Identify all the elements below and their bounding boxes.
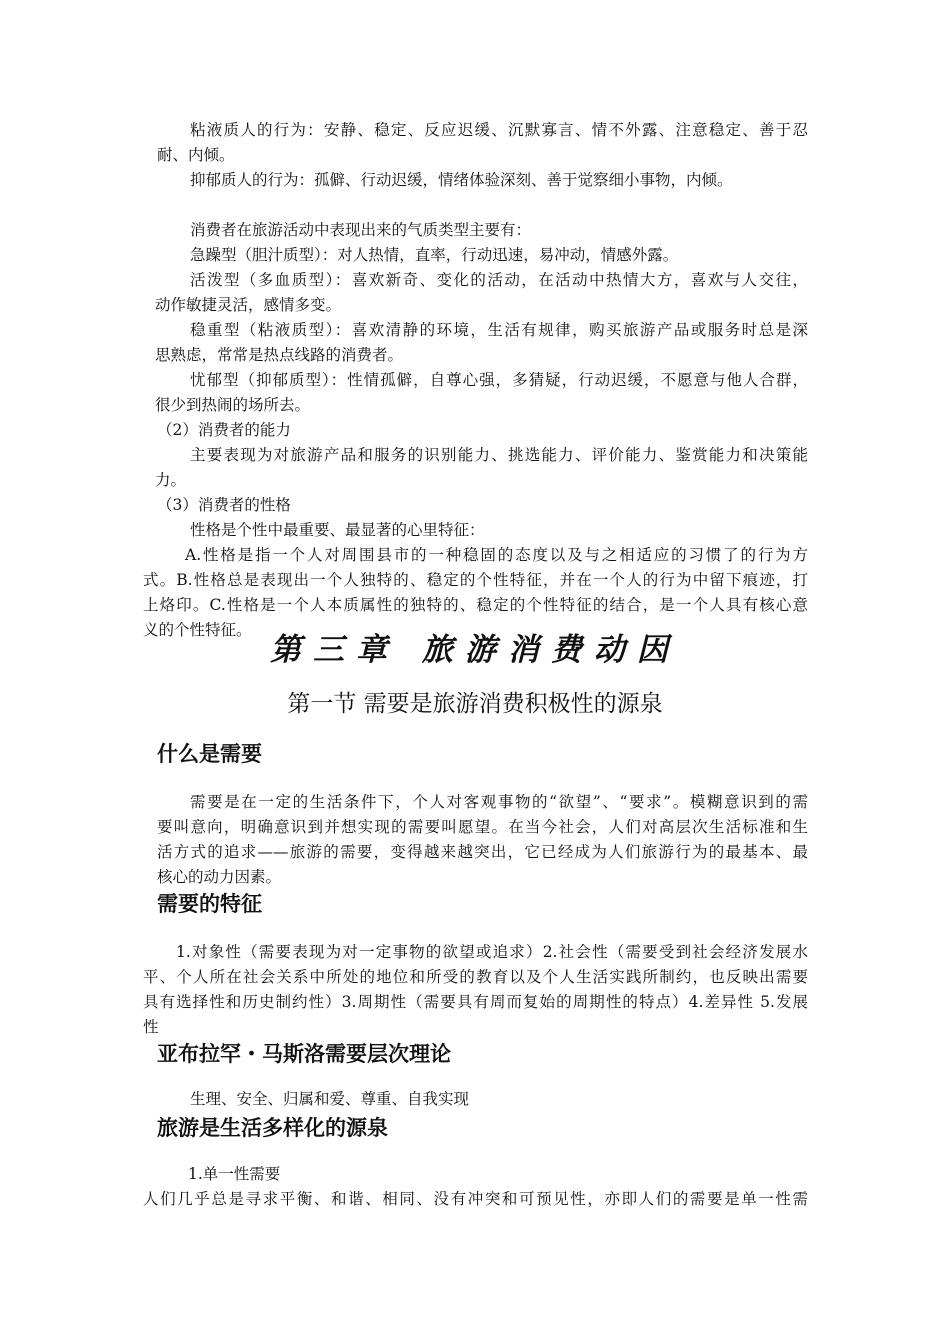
paragraph-features-line4: 性 (143, 1018, 159, 1036)
paragraph-ability-line2: 力。 (155, 471, 187, 489)
subheading-character: （3）消费者的性格 (157, 496, 291, 514)
paragraph-need-line1: 需要是在一定的生活条件下，个人对客观事物的“欲望”、“要求”。模糊意识到的需 (190, 793, 808, 811)
paragraph-ability-line1: 主要表现为对旅游产品和服务的识别能力、挑选能力、评价能力、鉴赏能力和决策能 (190, 446, 808, 464)
paragraph-features-line3: 具有选择性和历史制约性）3.周期性（需要具有周而复始的周期性的特点）4.差异性 5.发展 (143, 993, 808, 1011)
paragraph-phlegmatic-line1: 粘液质人的行为：安静、稳定、反应迟缓、沉默寡言、情不外露、注意稳定、善于忍 (190, 121, 808, 139)
heading-what-is-need: 什么是需要 (157, 741, 262, 766)
paragraph-single-need: 1.单一性需要 (188, 1165, 281, 1183)
paragraph-sanguine-type-line2: 动作敏捷灵活，感情多变。 (155, 296, 342, 314)
paragraph-features-line1: 1.对象性（需要表现为对一定事物的欲望或追求）2.社会性（需要受到社会经济发展水 (176, 943, 808, 961)
paragraph-melancholy-type-line2: 很少到热闹的场所去。 (155, 396, 311, 414)
subheading-ability: （2）消费者的能力 (157, 421, 291, 439)
paragraph-maslow-levels: 生理、安全、归属和爱、尊重、自我实现 (190, 1090, 470, 1108)
paragraph-need-line2: 要叫意向，明确意识到并想实现的需要叫愿望。在当今社会，人们对高层次生活标准和生 (157, 818, 808, 836)
section-title: 第一节 需要是旅游消费积极性的源泉 (287, 691, 663, 717)
paragraph-steady-type-line2: 思熟虑，常常是热点线路的消费者。 (155, 346, 404, 364)
paragraph-sanguine-type-line1: 活泼型（多血质型）：喜欢新奇、变化的活动，在活动中热情大方，喜欢与人交往， (190, 271, 808, 289)
paragraph-choleric-type: 急躁型（胆汁质型）：对人热情，直率，行动迅速，易冲动，情感外露。 (190, 246, 679, 264)
paragraph-steady-type-line1: 稳重型（粘液质型）：喜欢清静的环境，生活有规律，购买旅游产品或服务时总是深 (190, 321, 808, 339)
paragraph-character-line3: 上烙印。C.性格是一个人本质属性的独特的、稳定的个性特征的结合，是一个人具有核心意 (143, 596, 808, 614)
paragraph-features-line2: 平、个人所在社会关系中所处的地位和所受的教育以及个人生活实践所制约，也反映出需要 (143, 968, 808, 986)
paragraph-need-line3: 活方式的追求——旅游的需要，变得越来越突出，它已经成为人们旅游行为的最基本、最 (157, 843, 808, 861)
paragraph-melancholic: 抑郁质人的行为：孤僻、行动迟缓，情绪体验深刻、善于觉察细小事物，内倾。 (190, 171, 733, 189)
heading-diversity: 旅游是生活多样化的源泉 (157, 1115, 388, 1140)
paragraph-need-line4: 核心的动力因素。 (157, 868, 282, 886)
heading-maslow: 亚布拉罕・马斯洛需要层次理论 (157, 1041, 451, 1066)
chapter-title: 第三章 旅游消费动因 (270, 632, 680, 668)
paragraph-melancholy-type-line1: 忧郁型（抑郁质型）：性情孤僻，自尊心强，多猜疑，行动迟缓，不愿意与他人合群， (190, 371, 808, 389)
paragraph-character-line2: 式。B.性格总是表现出一个人独特的、稳定的个性特征，并在一个人的行为中留下痕迹，打 (143, 571, 808, 589)
paragraph-single-need-desc: 人们几乎总是寻求平衡、和谐、相同、没有冲突和可预见性，亦即人们的需要是单一性需 (143, 1190, 808, 1208)
paragraph-phlegmatic-line2: 耐、内倾。 (157, 146, 235, 164)
paragraph-character-line4: 义的个性特征。 (143, 621, 252, 639)
paragraph-character-intro: 性格是个性中最重要、最显著的心里特征： (190, 521, 485, 539)
paragraph-character-line1: A.性格是指一个人对周围县市的一种稳固的态度以及与之相适应的习惯了的行为方 (185, 546, 808, 564)
paragraph-temperament-intro: 消费者在旅游活动中表现出来的气质类型主要有： (190, 221, 532, 239)
heading-need-features: 需要的特征 (157, 891, 262, 916)
